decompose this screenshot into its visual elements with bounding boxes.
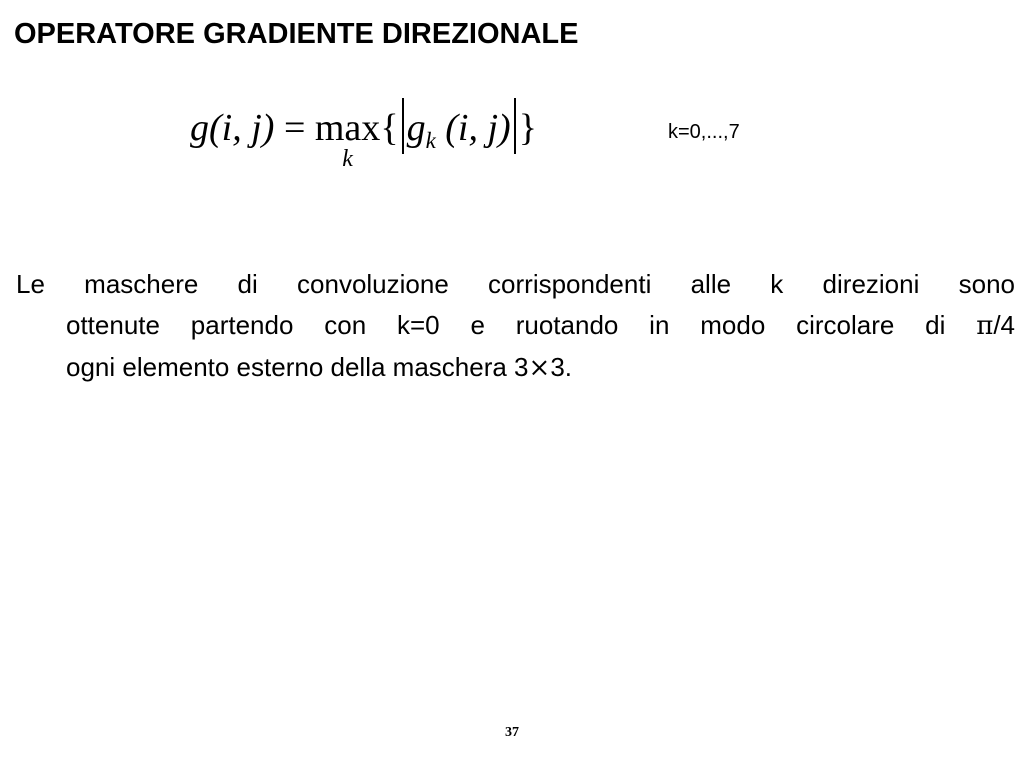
formula-lhs-g: g — [190, 107, 209, 149]
paragraph-line-3 — [16, 347, 1015, 389]
formula-open-brace: { — [380, 107, 399, 149]
formula-rhs-subscript: k — [425, 128, 436, 153]
formula-max-operator — [314, 106, 381, 172]
formula-rhs-g: g — [406, 107, 426, 149]
formula-abs-bar-right — [514, 98, 516, 154]
k-range-label: k=0,...,7 — [668, 121, 740, 143]
times-symbol: × — [528, 353, 551, 383]
paragraph-line-1: Le maschere di convoluzione corrispondenti alle k direzioni sono — [16, 269, 1015, 299]
formula-rhs-args: (i, j) — [445, 107, 511, 149]
slide-title: OPERATORE GRADIENTE DIREZIONALE — [14, 18, 579, 50]
paragraph-line-3-text: ogni elemento esterno della maschera 3 — [66, 352, 529, 382]
formula-equals: = — [283, 107, 306, 149]
description-paragraph — [16, 264, 1015, 389]
formula-close-brace: } — [518, 107, 537, 149]
formula-max-label: max — [314, 107, 381, 149]
gradient-formula — [190, 98, 537, 172]
formula-abs-bar-left — [402, 98, 404, 154]
formula-max-subscript: k — [342, 146, 353, 172]
paragraph-line-2-text: ottenute partendo con k=0 e ruotando in modo circolare di — [66, 310, 977, 340]
paragraph-line-2-fraction: /4 — [993, 310, 1015, 340]
pi-symbol: π — [976, 311, 994, 341]
page-number: 37 — [505, 725, 519, 740]
formula-lhs-args: (i, j) — [209, 107, 275, 149]
paragraph-line-2 — [16, 305, 1015, 347]
paragraph-line-3-end: 3. — [550, 352, 572, 382]
